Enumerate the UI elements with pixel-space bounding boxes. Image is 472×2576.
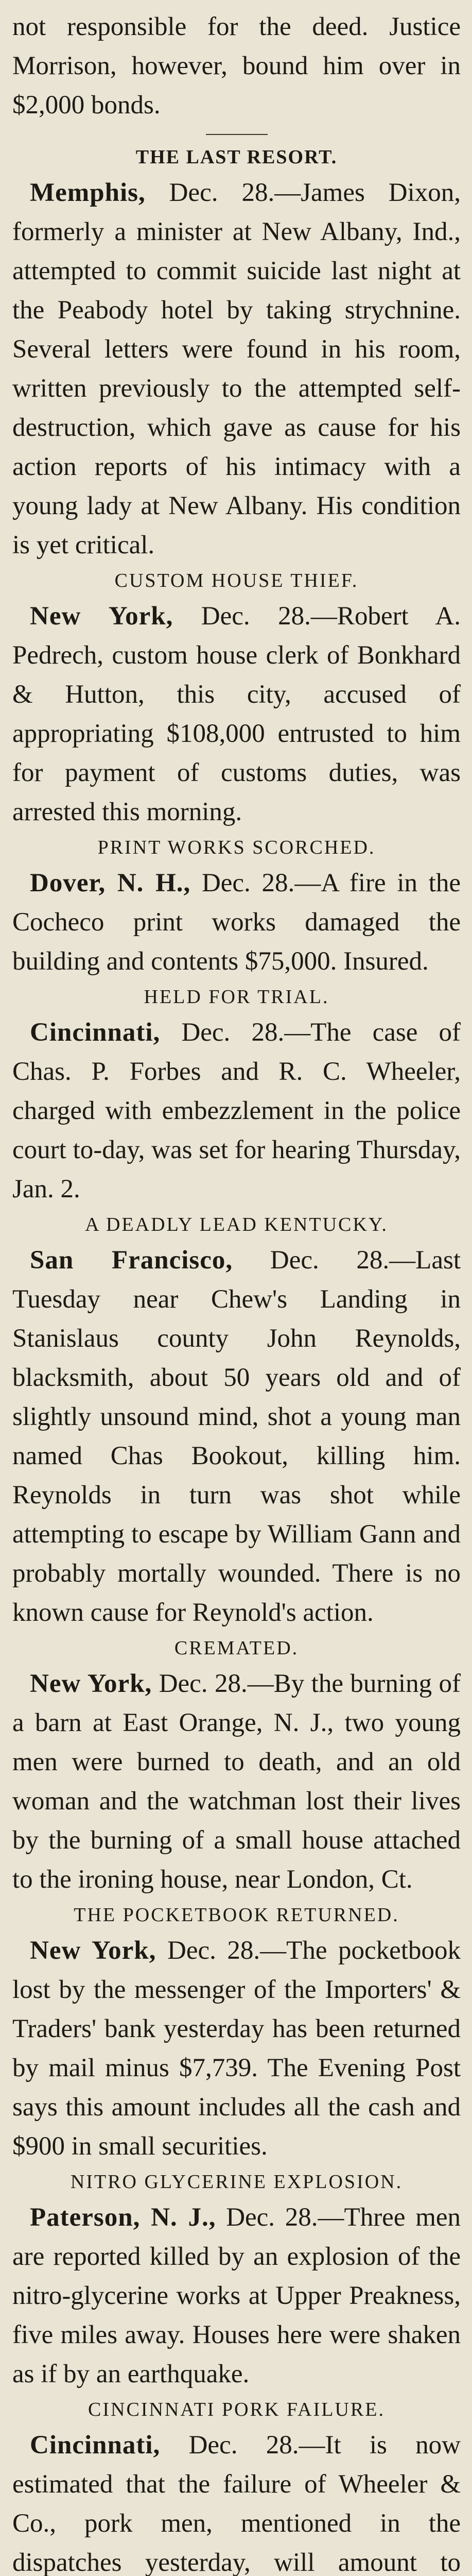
article-text: Dec. 28.—The pocketbook lost by the messenger of the Importers' & Traders' bank yesterday has been returned by mail minus $7,739. The Evening Post says this amount includes all the cash and $900 in small securities. bbox=[12, 1936, 461, 2161]
article-heading: CINCINNATI PORK FAILURE. bbox=[88, 2399, 385, 2420]
article-text: Dec. 28.—Three men are reported killed by an explosion of the nitro-glycerine works at Upper Preakness, five miles away. Houses here were shaken as if by an earthquake. bbox=[12, 2203, 461, 2388]
article-custom-house bbox=[12, 597, 461, 832]
article-heading: CUSTOM HOUSE THIEF. bbox=[114, 570, 359, 591]
article-heading: NITRO GLYCERINE EXPLOSION. bbox=[70, 2171, 403, 2193]
article-text: Dec. 28.—The case of Chas. P. Forbes and R. C. Wheeler, charged with embezzlement in the police court to-day, was set for hearing Thursday, Jan. 2. bbox=[12, 1018, 461, 1204]
article-heading: CREMATED. bbox=[174, 1637, 299, 1659]
article-held-for-trial bbox=[12, 1013, 461, 1209]
section-heading: THE LAST RESORT. bbox=[135, 146, 338, 168]
dateline: New York, bbox=[30, 602, 173, 631]
dateline: New York, bbox=[30, 1936, 156, 1965]
article-heading: A DEADLY LEAD KENTUCKY. bbox=[85, 1214, 388, 1235]
dateline: Paterson, N. J., bbox=[30, 2203, 216, 2232]
article-text: Dec. 28.—Last Tuesday near Chew's Landing in Stanislaus county John Reynolds, blacksmith, about 50 years old and of slightly unsound mind, shot a young man named Chas Bookout, killing him. Reynolds in turn was shot while attempting to escape by William Gann and probably mortally wounded. There is no known cause for Reynold's action. bbox=[12, 1246, 461, 1627]
article-text: Dec. 28.—Robert A. Pedrech, custom house clerk of Bonkhard & Hutton, this city, accused of appropriating $108,000 entrusted to him for payment of customs duties, was arrested this morning. bbox=[12, 602, 461, 826]
dateline: Cincinnati, bbox=[30, 2431, 161, 2460]
intro-paragraph: not responsible for the deed. Justice Morrison, however, bound him over in $2,000 bonds. bbox=[12, 12, 461, 120]
article-cremated bbox=[12, 1664, 461, 1899]
article-deadly-lead bbox=[12, 1241, 461, 1632]
dateline: San Francisco, bbox=[30, 1246, 233, 1275]
article-text: Dec. 28.—By the burning of a barn at East Orange, N. J., two young men were burned to death, and an old woman and the watchman lost their lives by the burning of a small house attached to the ironing house, near London, Ct. bbox=[12, 1669, 461, 1894]
article-heading: THE POCKETBOOK RETURNED. bbox=[74, 1904, 399, 1926]
article-text: Dec. 28.—A fire in the Cocheco print works damaged the building and contents $75,000. Insured. bbox=[12, 869, 461, 976]
dateline: New York, bbox=[30, 1669, 152, 1698]
dateline: Memphis, bbox=[30, 178, 146, 207]
article-nitro-explosion bbox=[12, 2198, 461, 2394]
dateline: Cincinnati, bbox=[30, 1018, 161, 1047]
dateline: Dover, N. H., bbox=[30, 869, 191, 897]
article-text: Dec. 28.—It is now estimated that the failure of Wheeler & Co., pork men, mentioned in the dispatches yesterday, will amount to bbox=[12, 2431, 461, 2576]
article-pork-failure bbox=[12, 2426, 461, 2576]
article-heading: PRINT WORKS SCORCHED. bbox=[97, 837, 376, 858]
article-text: Dec. 28.—James Dixon, formerly a minister at New Albany, Ind., attempted to commit suicide last night at the Peabody hotel by taking strychnine. Several letters were found in his room, written previously to the attempted self-destruction, which gave as cause for his action reports of his intimacy with a young lady at New Albany. His condition is yet critical. bbox=[12, 178, 461, 560]
article-pocketbook bbox=[12, 1931, 461, 2166]
section-rule bbox=[206, 134, 268, 135]
article-memphis bbox=[12, 173, 461, 565]
article-print-works bbox=[12, 863, 461, 981]
article-heading: HELD FOR TRIAL. bbox=[144, 986, 329, 1008]
